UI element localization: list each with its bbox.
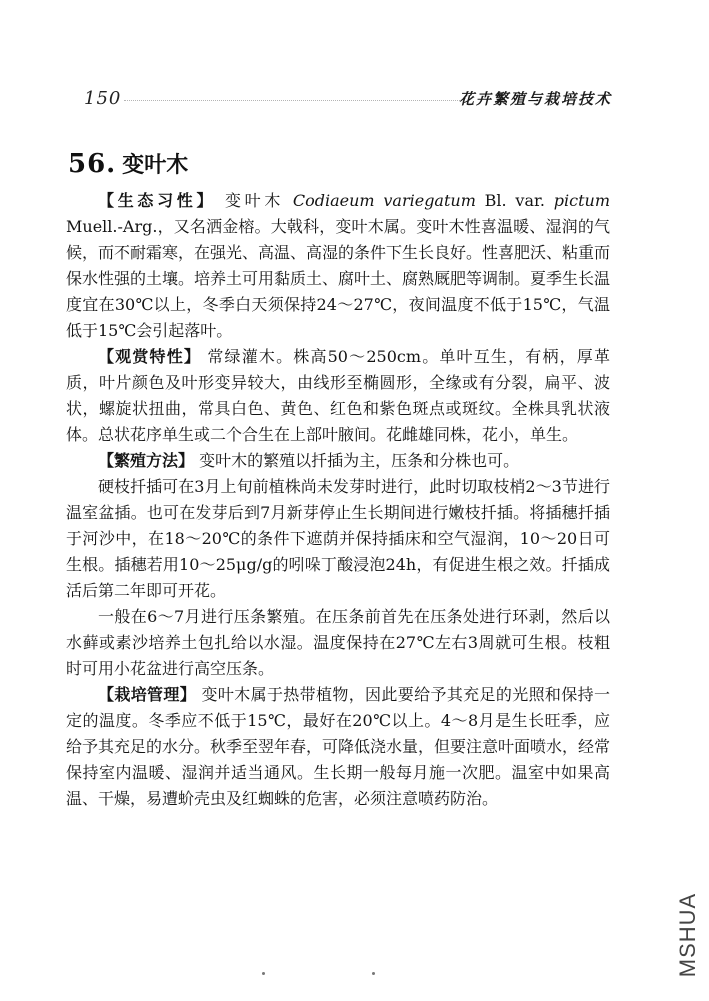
- page-header: [84, 88, 612, 112]
- paragraph-cultivation: [66, 682, 610, 812]
- scan-speck: [372, 972, 375, 975]
- ecology-label: 【生态习性】: [98, 191, 217, 210]
- watermark-text: MSHUA: [675, 892, 700, 978]
- latin-genus: Codiaeum variegatum: [292, 191, 476, 210]
- latin-variety: pictum: [553, 191, 610, 210]
- ornamental-label: 【观赏特性】: [98, 347, 202, 366]
- ecology-text-1: 变叶木: [216, 191, 293, 210]
- ecology-text-2: Bl. var.: [475, 191, 554, 210]
- paragraph-propagation: [66, 448, 610, 474]
- scan-speck: [262, 972, 265, 975]
- body-text: [66, 188, 610, 812]
- ornamental-text: 常绿灌木。株高50～250cm。单叶互生，有柄，厚革质，叶片颜色及叶形变异较大，由线形至椭圆形，全缘或有分裂，扁平、波状，螺旋状扭曲，常具白色、黄色、红色和紫色斑点或斑纹。全株具乳状液体。总状花序单生或二个合生在上部叶腋间。花雌雄同株，花小，单生。: [66, 347, 610, 444]
- book-title: 花卉繁殖与栽培技术: [458, 90, 612, 108]
- propagation-text: 变叶木的繁殖以扦插为主，压条和分株也可。: [194, 451, 520, 470]
- section-title: [68, 148, 188, 179]
- header-rule: [124, 100, 462, 101]
- page-number: 150: [84, 88, 122, 109]
- watermark: [668, 880, 708, 990]
- propagation-label: 【繁殖方法】: [98, 451, 195, 470]
- paragraph-ecology: [66, 188, 610, 344]
- section-name: 变叶木: [122, 152, 189, 178]
- section-number: 56.: [68, 149, 117, 179]
- paragraph-ornamental: [66, 344, 610, 448]
- cultivation-label: 【栽培管理】: [98, 685, 197, 704]
- paragraph-cutting: 硬枝扦插可在3月上旬前植株尚未发芽时进行，此时切取枝梢2～3节进行温室盆插。也可在发芽后到7月新芽停止生长期间进行嫩枝扦插。将插穗扦插于河沙中，在18～20℃的条件下遮荫并保持插床和空气湿润，10～20日可生根。插穗若用10～25μg/g的吲哚丁酸浸泡24h，有促进生根之效。扦插成活后第二年即可开花。: [66, 477, 610, 600]
- cultivation-text: 变叶木属于热带植物，因此要给予其充足的光照和保持一定的温度。冬季应不低于15℃，最好在20℃以上。4～8月是生长旺季，应给予其充足的水分。秋季至翌年春，可降低浇水量，但要注意叶面喷水，经常保持室内温暖、湿润并适当通风。生长期一般每月施一次肥。温室中如果高温、干燥，易遭蚧壳虫及红蜘蛛的危害，必须注意喷药防治。: [66, 685, 611, 808]
- paragraph-layering: 一般在6～7月进行压条繁殖。在压条前首先在压条处进行环剥，然后以水藓或素沙培养土包扎给以水湿。温度保持在27℃左右3周就可生根。枝粗时可用小花盆进行高空压条。: [66, 607, 610, 678]
- ecology-text-3: Muell.-Arg.，又名洒金榕。大戟科，变叶木属。变叶木性喜温暖、湿润的气候，而不耐霜寒，在强光、高温、高湿的条件下生长良好。性喜肥沃、粘重而保水性强的土壤。培养土可用黏质土、腐叶土、腐熟厩肥等调制。夏季生长温度宜在30℃以上，冬季白天须保持24～27℃，夜间温度不低于15℃，气温低于15℃会引起落叶。: [66, 217, 611, 340]
